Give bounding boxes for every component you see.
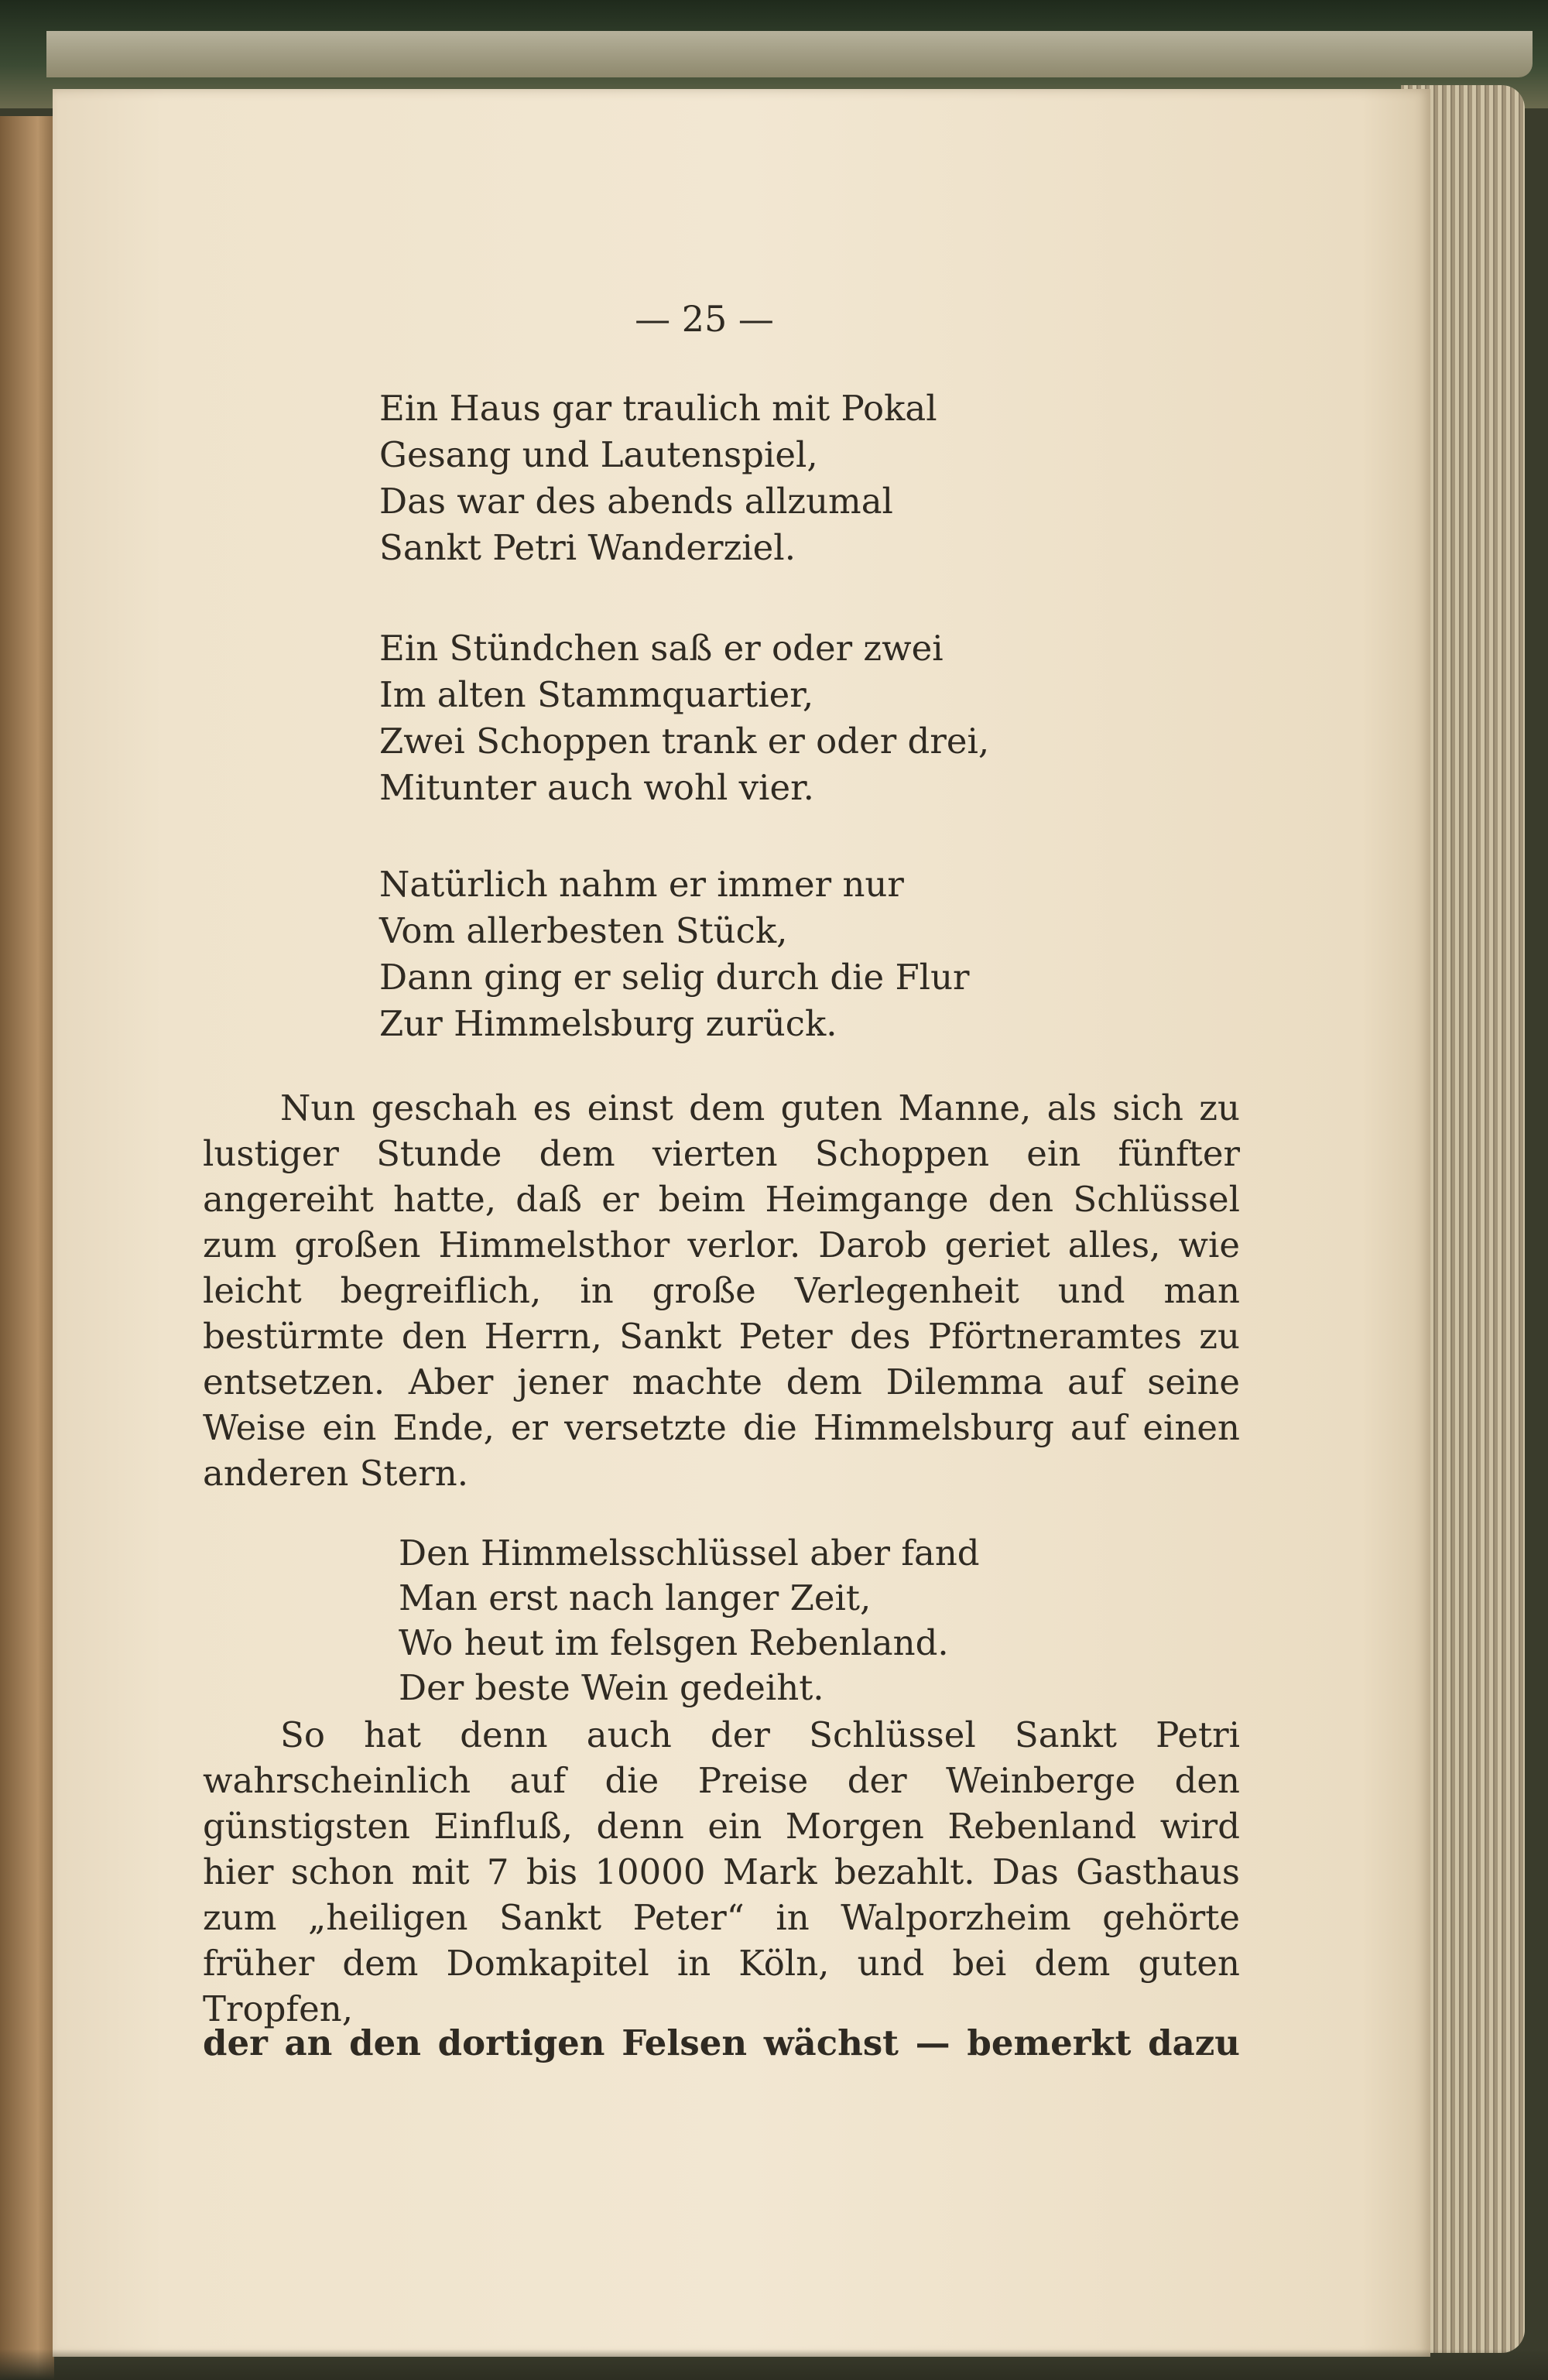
left-page-edge [0, 116, 54, 2380]
paragraph-2 [203, 1712, 1240, 2032]
verse-line: Ein Stündchen saß er oder zwei [379, 628, 944, 669]
paragraph-1-text: Nun geschah es einst dem guten Manne, als sich zu lustiger Stunde dem vierten Schoppen ein fünfter angereiht hatte, daß er beim Heimgange den Schlüssel zum großen Himmelsthor verlor. Darob geriet alles, wie leicht begreiflich, in große Verlegenheit und man bestürmte den Herrn, Sankt Peter des Pförtneramtes zu entsetzen. Aber jener machte dem Dilemma auf seine Weise ein Ende, er versetzte die Himmelsburg auf einen anderen Stern. [203, 1087, 1240, 1494]
verse-line: Im alten Stammquartier, [379, 674, 814, 715]
stanza-2 [379, 625, 989, 811]
verse-line: Zur Himmelsburg zurück. [379, 1003, 837, 1044]
verse-line: Zwei Schoppen trank er oder drei, [379, 721, 990, 762]
verse-line: Sankt Petri Wanderziel. [379, 527, 796, 568]
stanza-3 [379, 861, 970, 1047]
last-line: der an den dortigen Felsen wächst — bemerkt dazu [203, 2022, 1240, 2063]
verse-line: Ein Haus gar traulich mit Pokal [379, 388, 937, 429]
verse-line: Natürlich nahm er immer nur [379, 864, 904, 905]
verse-line: Der beste Wein gedeiht. [399, 1667, 824, 1708]
verse-line: Vom allerbesten Stück, [379, 910, 788, 951]
verse-line: Dann ging er selig durch die Flur [379, 957, 970, 998]
verse-line: Man erst nach langer Zeit, [399, 1577, 872, 1618]
paragraph-1 [203, 1085, 1240, 1496]
bottom-shadow [0, 2349, 1548, 2380]
stanza-4 [399, 1531, 980, 1711]
verse-line: Gesang und Lautenspiel, [379, 434, 818, 475]
book-edge-strip [46, 31, 1533, 77]
page-number: — 25 — [635, 298, 774, 340]
verse-line: Den Himmelsschlüssel aber fand [399, 1532, 980, 1574]
verse-line: Das war des abends allzumal [379, 481, 893, 522]
verse-line: Wo heut im felsgen Rebenland. [399, 1622, 949, 1663]
stanza-1 [379, 385, 937, 571]
paragraph-2-text: So hat denn auch der Schlüssel Sankt Petri wahrscheinlich auf die Preise der Weinberge den günstigsten Einfluß, denn ein Morgen Rebenland wird hier schon mit 7 bis 10000 Mark bezahlt. Das Gasthaus zum „heiligen Sankt Peter“ in Walporzheim gehörte früher dem Domkapitel in Köln, und bei dem guten Tropfen, [203, 1714, 1240, 2029]
verse-line: Mitunter auch wohl vier. [379, 767, 814, 808]
